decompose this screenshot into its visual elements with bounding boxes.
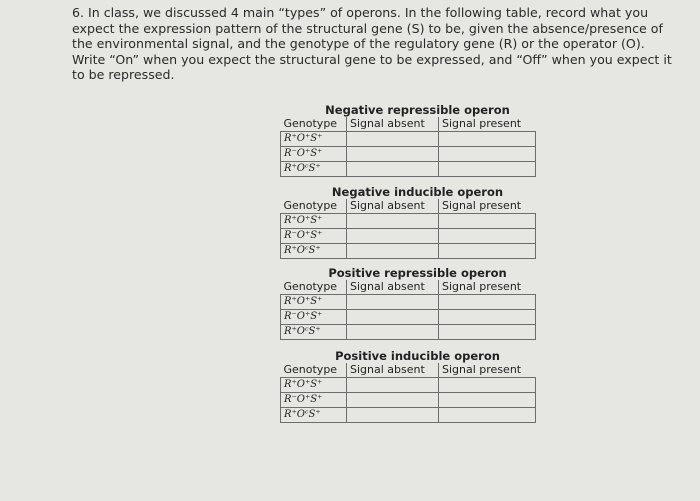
signal-present-header: Signal present [439, 117, 536, 132]
signal-present-cell[interactable] [439, 147, 536, 162]
table-row [281, 229, 536, 244]
question-line: to be repressed. [72, 67, 175, 83]
table-title: Negative repressible operon [325, 103, 510, 117]
table-title: Negative inducible operon [331, 185, 504, 199]
genotype-cell: R⁻O⁺S⁺ [281, 229, 347, 244]
signal-absent-cell[interactable] [347, 162, 439, 177]
signal-present-cell[interactable] [439, 393, 536, 408]
signal-absent-cell[interactable] [347, 325, 439, 340]
table-row [281, 408, 536, 423]
signal-present-cell[interactable] [439, 378, 536, 393]
genotype-header: Genotype [281, 363, 347, 378]
table-row [281, 325, 536, 340]
question-line: the environmental signal, and the genotype of the regulatory gene (R) or the operator (O). [72, 36, 645, 52]
table-title: Positive repressible operon [328, 266, 507, 280]
signal-present-cell[interactable] [439, 229, 536, 244]
genotype-cell: R⁺O⁺S⁺ [281, 295, 347, 310]
operon-table [280, 117, 536, 177]
table-row [281, 162, 536, 177]
table-header-row [281, 117, 536, 132]
genotype-cell: R⁻O⁺S⁺ [281, 393, 347, 408]
genotype-header: Genotype [281, 280, 347, 295]
signal-present-cell[interactable] [439, 132, 536, 147]
signal-absent-header: Signal absent [347, 199, 439, 214]
signal-absent-cell[interactable] [347, 310, 439, 325]
operon-block-positive-inducible [280, 350, 535, 423]
question-text [72, 5, 682, 83]
question-line: Write “On” when you expect the structural gene to be expressed, and “Off” when you expect it [72, 51, 672, 67]
table-row [281, 295, 536, 310]
genotype-cell: R⁻O⁺S⁺ [281, 147, 347, 162]
table-header-row [281, 280, 536, 295]
genotype-cell: R⁺OᶜS⁺ [281, 325, 347, 340]
signal-absent-cell[interactable] [347, 378, 439, 393]
genotype-cell: R⁺O⁺S⁺ [281, 214, 347, 229]
operon-block-positive-repressible [280, 267, 535, 340]
signal-present-cell[interactable] [439, 325, 536, 340]
genotype-cell: R⁺O⁺S⁺ [281, 378, 347, 393]
operon-table [280, 280, 536, 340]
genotype-cell: R⁺O⁺S⁺ [281, 132, 347, 147]
genotype-cell: R⁺OᶜS⁺ [281, 408, 347, 423]
genotype-cell: R⁺OᶜS⁺ [281, 244, 347, 259]
genotype-header: Genotype [281, 199, 347, 214]
signal-absent-cell[interactable] [347, 132, 439, 147]
question-line: expect the expression pattern of the structural gene (S) to be, given the absence/presence of [72, 20, 663, 36]
genotype-cell: R⁻O⁺S⁺ [281, 310, 347, 325]
table-row [281, 214, 536, 229]
table-row [281, 132, 536, 147]
signal-present-cell[interactable] [439, 244, 536, 259]
signal-absent-cell[interactable] [347, 214, 439, 229]
signal-present-header: Signal present [439, 280, 536, 295]
table-row [281, 244, 536, 259]
signal-absent-cell[interactable] [347, 229, 439, 244]
table-header-row [281, 199, 536, 214]
signal-absent-cell[interactable] [347, 408, 439, 423]
signal-absent-header: Signal absent [347, 363, 439, 378]
operon-block-negative-inducible [280, 186, 535, 259]
signal-absent-header: Signal absent [347, 280, 439, 295]
operon-table [280, 199, 536, 259]
genotype-header: Genotype [281, 117, 347, 132]
signal-absent-cell[interactable] [347, 147, 439, 162]
operon-block-negative-repressible [280, 104, 535, 177]
table-row [281, 310, 536, 325]
question-line: 6. In class, we discussed 4 main “types” of operons. In the following table, record what you [72, 5, 649, 20]
signal-present-header: Signal present [439, 199, 536, 214]
table-row [281, 378, 536, 393]
signal-absent-cell[interactable] [347, 393, 439, 408]
signal-absent-cell[interactable] [347, 295, 439, 310]
signal-present-cell[interactable] [439, 295, 536, 310]
table-header-row [281, 363, 536, 378]
operon-table [280, 363, 536, 423]
genotype-cell: R⁺OᶜS⁺ [281, 162, 347, 177]
signal-present-cell[interactable] [439, 310, 536, 325]
signal-absent-header: Signal absent [347, 117, 439, 132]
signal-present-header: Signal present [439, 363, 536, 378]
signal-present-cell[interactable] [439, 162, 536, 177]
signal-present-cell[interactable] [439, 408, 536, 423]
signal-present-cell[interactable] [439, 214, 536, 229]
signal-absent-cell[interactable] [347, 244, 439, 259]
table-row [281, 147, 536, 162]
table-title: Positive inducible operon [335, 349, 500, 363]
table-row [281, 393, 536, 408]
